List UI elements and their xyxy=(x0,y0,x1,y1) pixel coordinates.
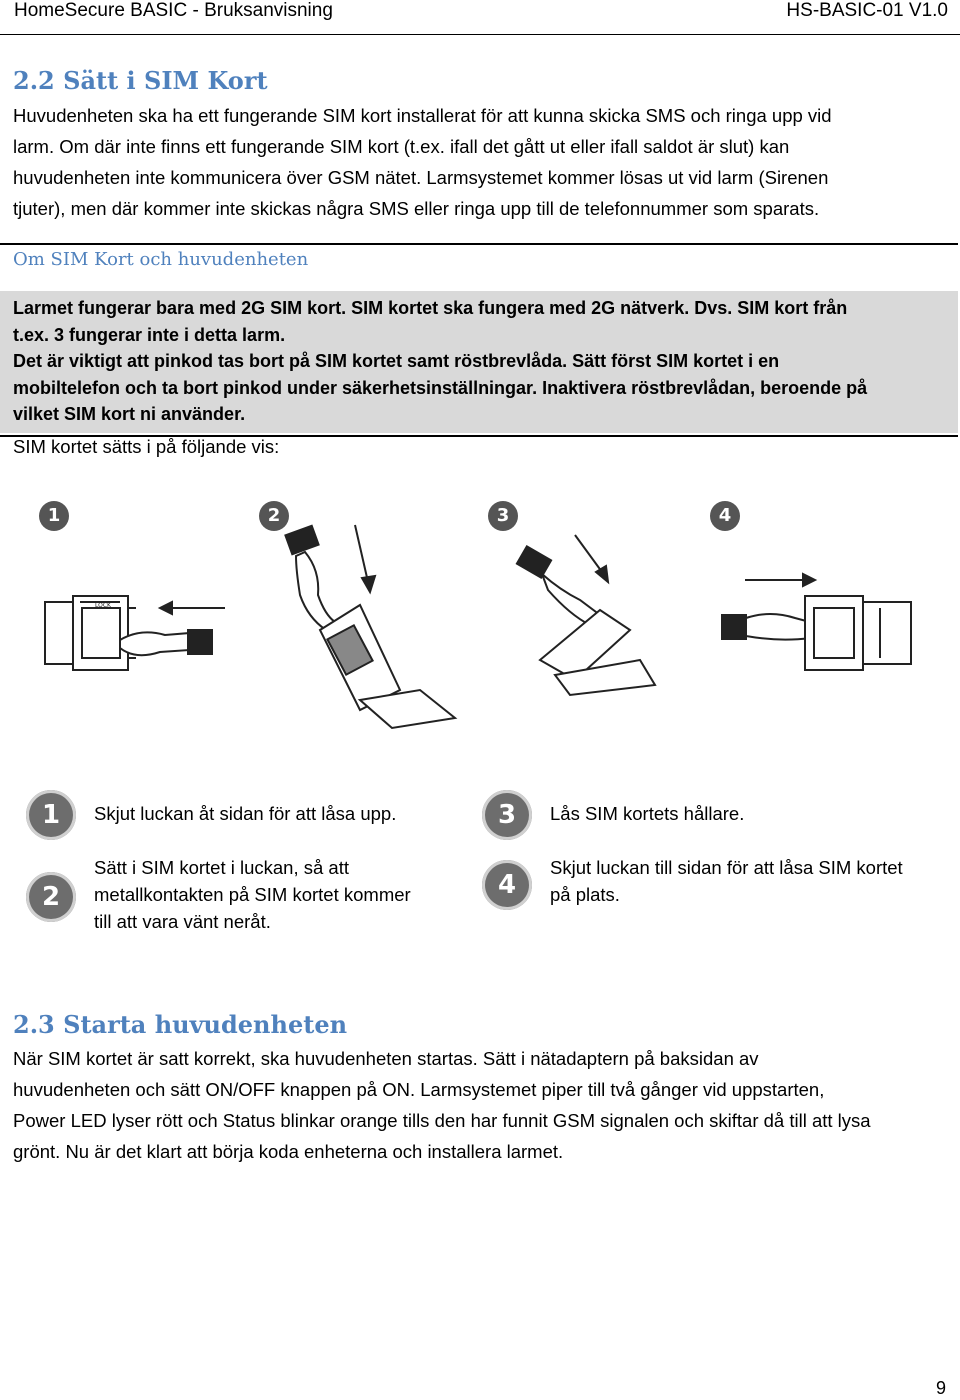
note-line: mobiltelefon och ta bort pinkod under säkerhetsinställningar. Inaktivera röstbrevlådan, beroende på xyxy=(13,377,868,398)
section-2-3-paragraph xyxy=(13,1043,943,1167)
step-line: till att vara vänt neråt. xyxy=(94,911,271,932)
sleeve-icon xyxy=(517,546,551,577)
hand-icon xyxy=(296,552,335,630)
note-line: Larmet fungerar bara med 2G SIM kort. SIM kortet ska fungera med 2G nätverk. Dvs. SIM kort från xyxy=(13,298,848,318)
lock-label: LOCK xyxy=(95,602,111,609)
paragraph-line: huvudenheten och sätt ON/OFF knappen på ON. Larmsystemet piper till två gånger vid uppstarten, xyxy=(13,1079,825,1100)
paragraph-line: grönt. Nu är det klart att börja koda enheterna och installera larmet. xyxy=(13,1141,564,1162)
arrow-down-icon xyxy=(575,535,602,572)
note-body xyxy=(0,291,958,433)
paragraph-line: larm. Om där inte finns ett fungerande SIM kort (t.ex. ifall det gått ut eller ifall saldot är slut) kan xyxy=(13,136,790,157)
step-line: Skjut luckan till sidan för att låsa SIM kortet xyxy=(550,857,903,878)
section-2-2-paragraph xyxy=(13,100,943,224)
paragraph-line: huvudenheten inte kommunicera över GSM nätet. Larmsystemet kommer lösas ut vid larm (Sirenen xyxy=(13,167,829,188)
step-3-text xyxy=(550,800,920,827)
illustration-number-1: 1 xyxy=(39,501,69,531)
page-number: 9 xyxy=(935,1378,946,1398)
sim-holder-icon xyxy=(805,596,911,670)
page-header xyxy=(0,0,960,35)
step-1-text xyxy=(94,800,464,827)
sleeve-icon xyxy=(188,630,212,654)
section-2-2-heading: 2.2 Sätt i SIM Kort xyxy=(13,66,268,95)
document-version: HS-BASIC-01 V1.0 xyxy=(786,0,948,21)
sim-note-box xyxy=(0,243,958,437)
sleeve-icon xyxy=(722,615,746,639)
step-badge-2: 2 xyxy=(26,872,76,922)
note-text xyxy=(13,295,943,428)
sim-intro-text: SIM kortet sätts i på följande vis: xyxy=(13,436,280,457)
sleeve-icon xyxy=(285,526,318,554)
paragraph-line: tjuter), men där kommer inte skickas några SMS eller ringa upp till de telefonnummer som sparats. xyxy=(13,198,820,219)
arrow-down-icon xyxy=(355,525,368,582)
hand-icon xyxy=(120,632,190,655)
step-badge-4: 4 xyxy=(482,860,532,910)
note-line: vilket SIM kort ni använder. xyxy=(13,404,246,424)
illustration-number-3: 3 xyxy=(488,501,518,531)
sim-illustration-drawing xyxy=(0,490,960,750)
step-line: Lås SIM kortets hållare. xyxy=(550,803,745,824)
note-line: t.ex. 3 fungerar inte i detta larm. xyxy=(13,324,286,345)
note-title: Om SIM Kort och huvudenheten xyxy=(0,249,957,291)
section-2-3-heading: 2.3 Starta huvudenheten xyxy=(13,1010,348,1039)
step-badge-3: 3 xyxy=(482,790,532,840)
sim-holder-icon xyxy=(45,596,136,670)
step-4-text xyxy=(550,854,950,908)
step-line: Skjut luckan åt sidan för att låsa upp. xyxy=(94,803,397,824)
note-line: Det är viktigt att pinkod tas bort på SIM kortet samt röstbrevlåda. Sätt först SIM kortet i en xyxy=(13,351,780,371)
step-line: metallkontakten på SIM kortet kommer xyxy=(94,884,411,905)
paragraph-line: Huvudenheten ska ha ett fungerande SIM kort installerat för att kunna skicka SMS och ringa upp vid xyxy=(13,105,832,126)
step-2-text xyxy=(94,854,464,935)
paragraph-line: Power LED lyser rött och Status blinkar orange tills den har funnit GSM signalen och skiftar då till att lysa xyxy=(13,1110,871,1131)
illustration-number-4: 4 xyxy=(710,501,740,531)
step-line: på plats. xyxy=(550,884,620,905)
illustration-number-2: 2 xyxy=(259,501,289,531)
document-title: HomeSecure BASIC - Bruksanvisning xyxy=(14,0,333,21)
step-line: Sätt i SIM kortet i luckan, så att xyxy=(94,857,349,878)
hand-icon xyxy=(746,614,810,640)
step-badge-1: 1 xyxy=(26,790,76,840)
paragraph-line: När SIM kortet är satt korrekt, ska huvudenheten startas. Sätt i nätadaptern på baksidan av xyxy=(13,1048,759,1069)
sim-installation-illustration xyxy=(0,490,960,750)
